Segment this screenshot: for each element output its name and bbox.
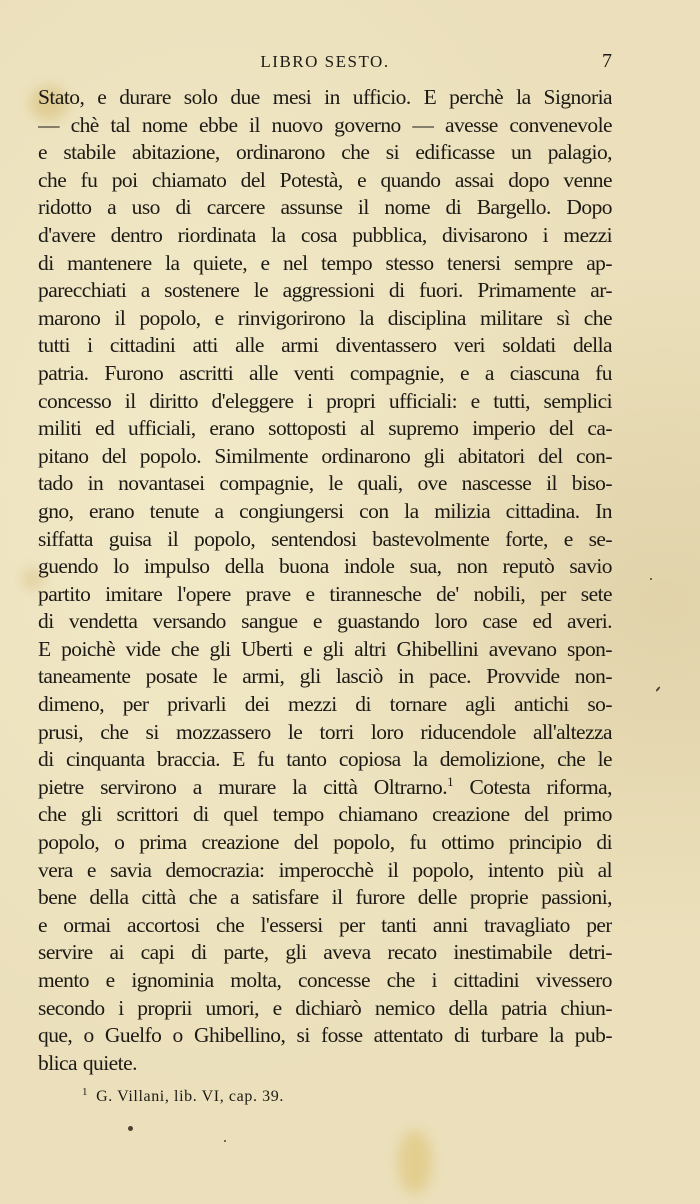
page-header bbox=[38, 50, 612, 76]
text-line: secondo i proprii umori, e dichiarò nemico della patria chiun- bbox=[38, 995, 612, 1020]
text-line: bene della città che a satisfare il furore delle proprie passioni, bbox=[38, 885, 612, 910]
text-line: que, o Guelfo o Ghibellino, si fosse attentato di turbare la pub- bbox=[38, 1023, 612, 1048]
text-line-tail: Cotesta riforma, bbox=[469, 774, 612, 799]
text-line: tado in novantasei compagnie, le quali, ove nascesse il biso- bbox=[38, 471, 612, 496]
text-line: mento e ignominia molta, concesse che i cittadini vivessero bbox=[38, 968, 612, 992]
text-line: militi ed ufficiali, erano sottoposti al supremo imperio del ca- bbox=[38, 416, 612, 441]
text-line: e ormai accortosi che l'essersi per tanti anni travagliato per bbox=[38, 912, 612, 937]
text-line: prusi, che si mozzassero le torri loro riducendole all'altezza bbox=[38, 719, 612, 744]
footnote bbox=[82, 1086, 284, 1106]
text-line: blica quiete. bbox=[38, 1050, 137, 1075]
text-line: patria. Furono ascritti alle venti compagnie, e a ciascuna fu bbox=[38, 360, 612, 385]
ink-speck bbox=[650, 578, 652, 580]
page-stain bbox=[398, 1130, 432, 1194]
footnote-reference: 1 bbox=[447, 773, 454, 789]
text-line: che gli scrittori di quel tempo chiamano creazione del primo bbox=[38, 802, 612, 827]
text-line: E poichè vide che gli Uberti e gli altri Ghibellini avevano spon- bbox=[38, 636, 612, 661]
text-line: di cinquanta braccia. E fu tanto copiosa la demolizione, che le bbox=[38, 747, 612, 772]
text-line: Stato, e durare solo due mesi in ufficio. E perchè la Signoria bbox=[38, 85, 612, 109]
text-line: gno, erano tenute a congiungersi con la milizia cittadina. In bbox=[38, 498, 612, 523]
page-number: 7 bbox=[602, 50, 612, 72]
text-line: dimeno, per privarli dei mezzi di tornare agli antichi so- bbox=[38, 692, 612, 717]
text-line: — chè tal nome ebbe il nuovo governo — avesse convenevole bbox=[38, 112, 612, 137]
text-line: marono il popolo, e rinvigorirono la disciplina militare sì che bbox=[38, 305, 612, 330]
text-line: che fu poi chiamato del Potestà, e quando assai dopo venne bbox=[38, 167, 612, 192]
running-head: LIBRO SESTO. bbox=[260, 52, 390, 71]
text-line: servire ai capi di parte, gli aveva recato inestimabile detri- bbox=[38, 940, 612, 965]
text-line: popolo, o prima creazione del popolo, fu ottimo principio di bbox=[38, 830, 612, 855]
text-line: parecchiati a sostenere le aggressioni di fuori. Primamente ar- bbox=[38, 278, 612, 303]
ink-speck bbox=[655, 686, 660, 692]
text-line: di vendetta versando sangue e guastando loro case ed averi. bbox=[38, 609, 612, 634]
ink-speck bbox=[128, 1126, 133, 1131]
footnote-mark: 1 bbox=[82, 1086, 89, 1098]
text-line: concesso il diritto d'eleggere i propri ufficiali: e tutti, semplici bbox=[38, 388, 612, 413]
text-line: taneamente posate le armi, gli lasciò in pace. Provvide non- bbox=[38, 664, 612, 689]
text-line: vera e savia democrazia: imperocchè il popolo, intento più al bbox=[38, 857, 612, 882]
text-line bbox=[38, 774, 612, 802]
text-line: siffatta guisa il popolo, sentendosi bastevolmente forte, e se- bbox=[38, 526, 612, 551]
text-line: pitano del popolo. Similmente ordinarono gli abitatori del con- bbox=[38, 443, 612, 468]
text-line: d'avere dentro riordinata la cosa pubblica, divisarono i mezzi bbox=[38, 222, 612, 247]
text-line-head: pietre servirono a murare la città Oltrarno. bbox=[38, 774, 448, 799]
text-line: tutti i cittadini atti alle armi diventassero veri soldati della bbox=[38, 333, 612, 358]
body-text bbox=[38, 84, 612, 1077]
ink-speck bbox=[224, 1140, 226, 1142]
footnote-text: G. Villani, lib. VI, cap. 39. bbox=[96, 1088, 284, 1105]
text-line: e stabile abitazione, ordinarono che si edificasse un palagio, bbox=[38, 140, 612, 165]
text-line: partito imitare l'opere prave e tirannesche de' nobili, per sete bbox=[38, 581, 612, 606]
text-line: di mantenere la quiete, e nel tempo stesso tenersi sempre ap- bbox=[38, 250, 612, 275]
text-line: guendo lo impulso della buona indole sua, non reputò savio bbox=[38, 554, 612, 579]
text-line: ridotto a uso di carcere assunse il nome di Bargello. Dopo bbox=[38, 195, 612, 220]
